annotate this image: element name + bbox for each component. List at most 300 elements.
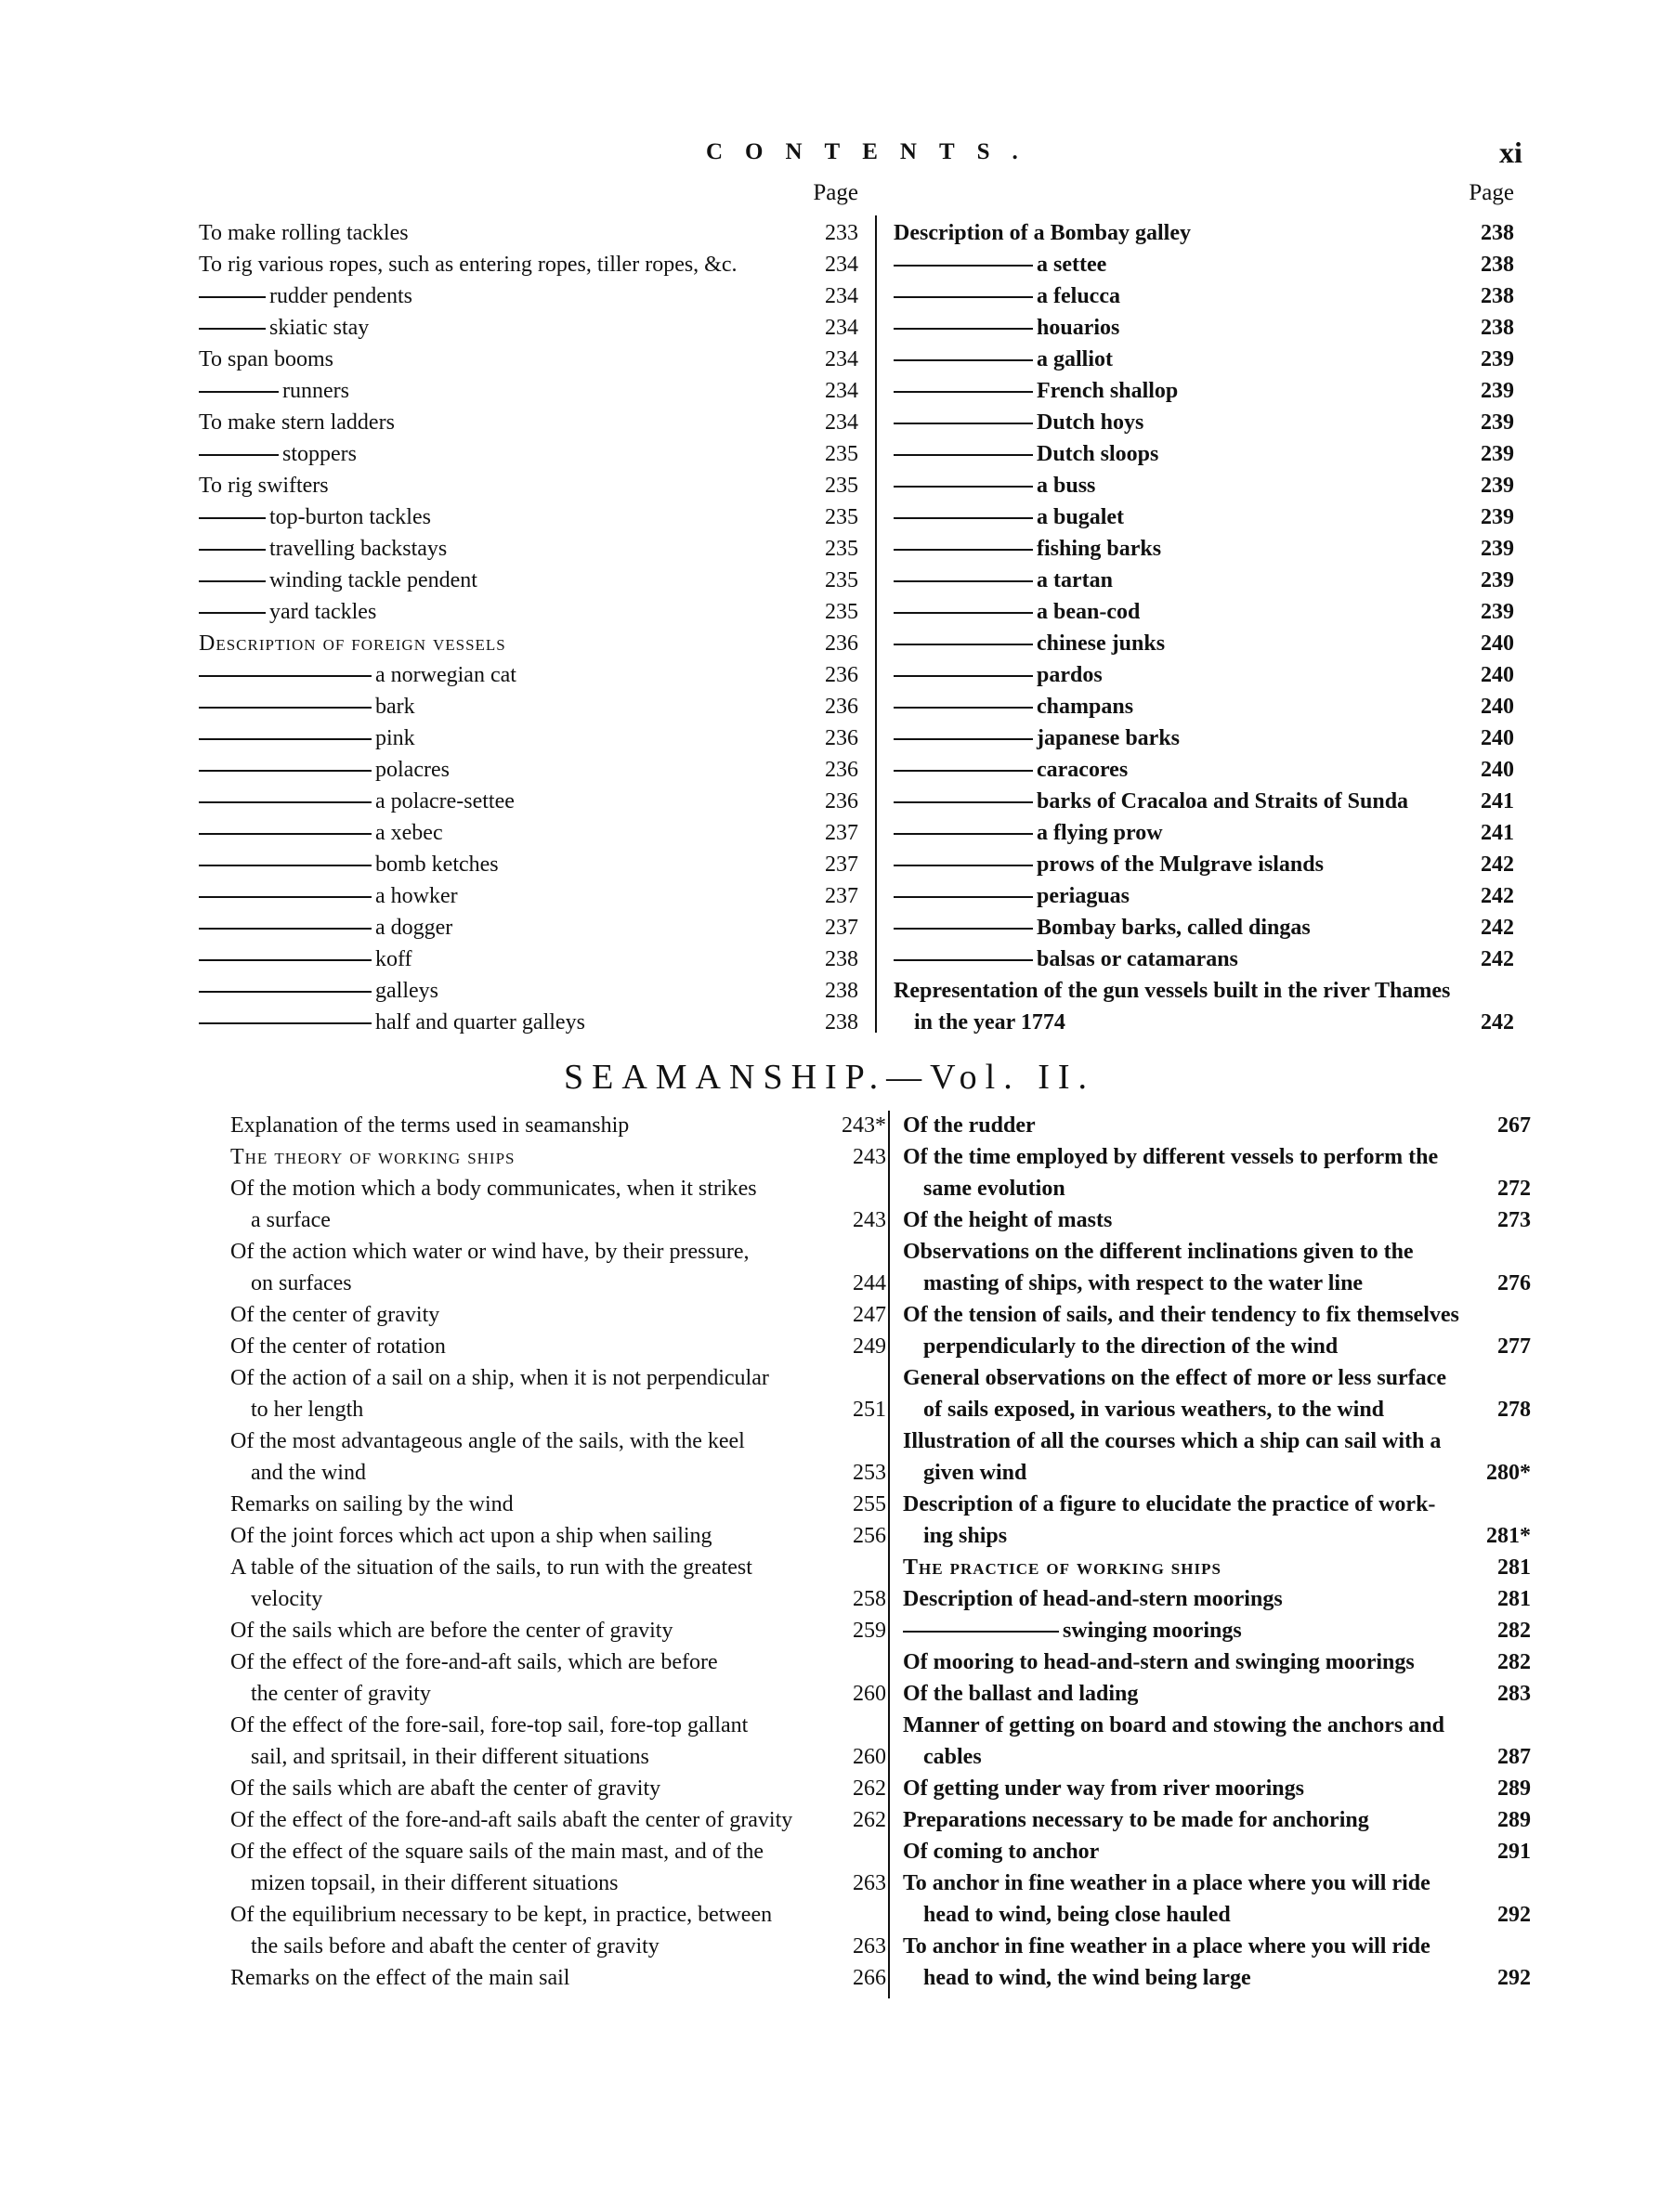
entry-title: balsas or catamarans [1037, 947, 1238, 971]
contents-entry [230, 1710, 897, 1741]
entry-page-number: 237 [825, 884, 858, 908]
entry-page-number: 238 [1481, 253, 1514, 277]
ditto-dash [894, 896, 1033, 898]
ditto-dash [894, 328, 1033, 330]
contents-entry [894, 470, 1525, 501]
entry-title: Observations on the different inclinations given to the [903, 1240, 1414, 1264]
entry-page-number: 287 [1497, 1745, 1531, 1769]
entry-page-number: 242 [1481, 1010, 1514, 1034]
entry-title: pardos [1037, 663, 1103, 687]
contents-entry [230, 1520, 897, 1552]
ditto-dash [199, 391, 279, 393]
entry-title: a norwegian cat [375, 663, 516, 687]
top-left-column [199, 178, 869, 1038]
entry-title: barks of Cracaloa and Straits of Sunda [1037, 789, 1409, 813]
entry-page-number: 235 [825, 442, 858, 466]
contents-entry [230, 1804, 897, 1836]
contents-entry [230, 1331, 897, 1362]
entry-title: Of the rudder [903, 1113, 1036, 1138]
ditto-dash [894, 959, 1033, 961]
entry-title: The practice of working ships [903, 1555, 1221, 1580]
contents-entry [199, 912, 869, 943]
entry-title: To anchor in fine weather in a place where you will ride [903, 1934, 1430, 1958]
entry-page-number: 281 [1497, 1555, 1531, 1580]
entry-page-number: 234 [825, 316, 858, 340]
contents-entry [903, 1583, 1542, 1615]
entry-page-number: 238 [1481, 221, 1514, 245]
ditto-dash [199, 959, 372, 961]
entry-title: a settee [1037, 253, 1107, 277]
contents-entry [894, 438, 1525, 470]
entry-title: a felucca [1037, 284, 1120, 308]
contents-entry [199, 691, 869, 722]
ditto-dash [199, 928, 372, 930]
entry-title: a buss [1037, 474, 1096, 498]
entry-title: Of the action which water or wind have, by their pressure, [230, 1240, 750, 1264]
ditto-dash [894, 391, 1033, 393]
contents-entry [903, 1646, 1542, 1678]
column-divider [875, 215, 877, 1033]
contents-entry [894, 817, 1525, 849]
entry-title: Of the motion which a body communicates, when it strikes [230, 1177, 757, 1201]
contents-entry [903, 1204, 1542, 1236]
entry-title: Description of foreign vessels [199, 631, 506, 656]
entry-title: Of the effect of the square sails of the main mast, and of the [230, 1840, 764, 1864]
contents-entry [894, 849, 1525, 880]
contents-entry [199, 849, 869, 880]
entry-page-number: 239 [1481, 379, 1514, 403]
entry-title: a surface [251, 1208, 331, 1232]
entry-title: the sails before and abaft the center of gravity [251, 1934, 660, 1958]
entry-title: French shallop [1037, 379, 1179, 403]
entry-title: Of mooring to head-and-stern and swinging moorings [903, 1650, 1415, 1674]
entry-page-number: 258 [853, 1587, 886, 1611]
contents-entry [230, 1425, 897, 1457]
contents-entry [903, 1931, 1542, 1962]
entry-page-number: 234 [825, 379, 858, 403]
entry-page-number: 263 [853, 1934, 886, 1958]
entry-page-number: 255 [853, 1492, 886, 1516]
ditto-dash [199, 675, 372, 677]
entry-page-number: 238 [825, 947, 858, 971]
bottom-right-column [903, 1110, 1542, 1994]
contents-entry [199, 817, 869, 849]
entry-title: of sails exposed, in various weathers, to the wind [923, 1398, 1385, 1422]
contents-entry [230, 1962, 897, 1994]
contents-list [230, 1110, 897, 1994]
ditto-dash [894, 612, 1033, 614]
contents-list [199, 217, 869, 1038]
entry-page-number: 238 [1481, 316, 1514, 340]
contents-entry [903, 1299, 1542, 1331]
entry-page-number: 239 [1481, 505, 1514, 529]
ditto-dash [894, 865, 1033, 866]
contents-entry [230, 1204, 897, 1236]
contents-entry [903, 1520, 1542, 1552]
entry-page-number: 242 [1481, 947, 1514, 971]
ditto-dash [199, 865, 372, 866]
entry-page-number: 289 [1497, 1808, 1531, 1832]
contents-entry [199, 722, 869, 754]
entry-title: on surfaces [251, 1271, 352, 1295]
entry-page-number: 281* [1486, 1524, 1531, 1548]
entry-title: Of the effect of the fore-sail, fore-top sail, fore-top gallant [230, 1713, 749, 1737]
entry-title: velocity [251, 1587, 323, 1611]
entry-title: a galliot [1037, 347, 1113, 371]
contents-entry [199, 312, 869, 344]
page-label: Page [1469, 180, 1514, 205]
entry-page-number: 240 [1481, 631, 1514, 656]
contents-entry [894, 501, 1525, 533]
folio-number: xi [1499, 136, 1522, 169]
ditto-dash [894, 423, 1033, 424]
contents-entry [230, 1615, 897, 1646]
ditto-dash [894, 454, 1033, 456]
entry-title: Of the most advantageous angle of the sails, with the keel [230, 1429, 745, 1453]
entry-title: Of the sails which are before the center of gravity [230, 1619, 673, 1643]
entry-page-number: 235 [825, 474, 858, 498]
entry-title: Manner of getting on board and stowing the anchors and [903, 1713, 1444, 1737]
contents-entry [199, 880, 869, 912]
contents-entry [199, 217, 869, 249]
entry-title: to her length [251, 1398, 364, 1422]
entry-page-number: 262 [853, 1776, 886, 1801]
contents-entry [903, 1804, 1542, 1836]
entry-title: Of the effect of the fore-and-aft sails, which are before [230, 1650, 718, 1674]
ditto-dash [199, 580, 266, 582]
contents-entry [894, 628, 1525, 659]
entry-page-number: 242 [1481, 884, 1514, 908]
entry-title: Illustration of all the courses which a ship can sail with a [903, 1429, 1442, 1453]
contents-entry [199, 596, 869, 628]
entry-page-number: 243 [853, 1208, 886, 1232]
contents-entry [894, 912, 1525, 943]
entry-title: Of the time employed by different vessels to perform the [903, 1145, 1439, 1169]
entry-title: Of the sails which are abaft the center of gravity [230, 1776, 661, 1801]
entry-title: Of the height of masts [903, 1208, 1113, 1232]
entry-title: a polacre-settee [375, 789, 515, 813]
entry-page-number: 235 [825, 537, 858, 561]
entry-title: rudder pendents [269, 284, 412, 308]
contents-entry [903, 1268, 1542, 1299]
contents-entry [903, 1236, 1542, 1268]
column-divider [888, 1111, 890, 1998]
entry-title: a flying prow [1037, 821, 1163, 845]
entry-title: Remarks on the effect of the main sail [230, 1966, 570, 1990]
page-header [0, 136, 1659, 176]
running-title: CONTENTS. [706, 139, 1040, 164]
entry-page-number: 251 [853, 1398, 886, 1422]
entry-page-number: 238 [825, 979, 858, 1003]
ditto-dash [199, 991, 372, 993]
entry-page-number: 243* [842, 1113, 886, 1138]
contents-entry [894, 280, 1525, 312]
contents-entry [199, 628, 869, 659]
entry-page-number: 289 [1497, 1776, 1531, 1801]
ditto-dash [199, 328, 266, 330]
contents-list [894, 217, 1525, 1038]
entry-page-number: 277 [1497, 1334, 1531, 1359]
entry-page-number: 236 [825, 726, 858, 750]
entry-title: prows of the Mulgrave islands [1037, 852, 1324, 877]
entry-page-number: 282 [1497, 1650, 1531, 1674]
entry-title: koff [375, 947, 412, 971]
contents-entry [199, 249, 869, 280]
contents-entry [199, 786, 869, 817]
entry-title: To anchor in fine weather in a place where you will ride [903, 1871, 1430, 1895]
entry-page-number: 240 [1481, 695, 1514, 719]
entry-page-number: 276 [1497, 1271, 1531, 1295]
entry-page-number: 292 [1497, 1903, 1531, 1927]
entry-title: General observations on the effect of more or less surface [903, 1366, 1446, 1390]
entry-title: pink [375, 726, 415, 750]
entry-title: top-burton tackles [269, 505, 431, 529]
entry-page-number: 249 [853, 1334, 886, 1359]
entry-title: champans [1037, 695, 1134, 719]
entry-title: Explanation of the terms used in seamanship [230, 1113, 630, 1138]
entry-title: To make stern ladders [199, 410, 395, 435]
page-column-heading [894, 178, 1525, 217]
contents-entry [903, 1867, 1542, 1899]
entry-title: Bombay barks, called dingas [1037, 916, 1311, 940]
ditto-dash [199, 738, 372, 740]
entry-title: yard tackles [269, 600, 377, 624]
entry-title: Of the center of gravity [230, 1303, 440, 1327]
entry-title: mizen topsail, in their different situations [251, 1871, 619, 1895]
contents-entry [230, 1173, 897, 1204]
contents-entry [903, 1773, 1542, 1804]
entry-page-number: 273 [1497, 1208, 1531, 1232]
entry-page-number: 243 [853, 1145, 886, 1169]
entry-page-number: 240 [1481, 758, 1514, 782]
contents-entry [894, 596, 1525, 628]
ditto-dash [894, 486, 1033, 488]
entry-title: To span booms [199, 347, 333, 371]
entry-page-number: 241 [1481, 789, 1514, 813]
entry-title: fishing barks [1037, 537, 1162, 561]
entry-title: polacres [375, 758, 450, 782]
contents-entry [903, 1741, 1542, 1773]
entry-title: The theory of working ships [230, 1145, 516, 1169]
contents-entry [894, 375, 1525, 407]
entry-page-number: 244 [853, 1271, 886, 1295]
contents-entry [894, 943, 1525, 975]
contents-entry [894, 217, 1525, 249]
entry-page-number: 239 [1481, 568, 1514, 592]
contents-entry [230, 1741, 897, 1773]
ditto-dash [894, 738, 1033, 740]
contents-entry [230, 1646, 897, 1678]
entry-title: masting of ships, with respect to the water line [923, 1271, 1364, 1295]
contents-entry [903, 1615, 1542, 1646]
ditto-dash [199, 707, 372, 709]
entry-title: To rig swifters [199, 474, 329, 498]
contents-entry [894, 786, 1525, 817]
contents-entry [199, 407, 869, 438]
ditto-dash [199, 801, 372, 803]
entry-page-number: 237 [825, 821, 858, 845]
ditto-dash [894, 770, 1033, 772]
page-label: Page [813, 180, 858, 205]
contents-entry [903, 1362, 1542, 1394]
entry-page-number: 240 [1481, 726, 1514, 750]
ditto-dash [894, 296, 1033, 298]
entry-title: Dutch sloops [1037, 442, 1159, 466]
entry-title: a dogger [375, 916, 453, 940]
contents-entry [903, 1141, 1542, 1173]
entry-title: To rig various ropes, such as entering ropes, tiller ropes, &c. [199, 253, 738, 277]
ditto-dash [894, 265, 1033, 267]
entry-page-number: 239 [1481, 442, 1514, 466]
entry-title: Of the joint forces which act upon a ship when sailing [230, 1524, 712, 1548]
entry-title: swinging moorings [1063, 1619, 1242, 1643]
entry-page-number: 235 [825, 505, 858, 529]
top-right-column [894, 178, 1525, 1038]
entry-title: Description of head-and-stern moorings [903, 1587, 1283, 1611]
entry-page-number: 234 [825, 284, 858, 308]
entry-title: head to wind, the wind being large [923, 1966, 1251, 1990]
contents-entry [230, 1931, 897, 1962]
entry-page-number: 234 [825, 253, 858, 277]
entry-title: Description of a Bombay galley [894, 221, 1191, 245]
contents-entry [894, 722, 1525, 754]
contents-entry [894, 754, 1525, 786]
contents-entry [199, 1007, 869, 1038]
entry-title: in the year 1774 [914, 1010, 1065, 1034]
contents-entry [230, 1110, 897, 1141]
entry-title: skiatic stay [269, 316, 370, 340]
entry-page-number: 235 [825, 600, 858, 624]
ditto-dash [199, 612, 266, 614]
entry-title: winding tackle pendent [269, 568, 477, 592]
entry-title: Of the action of a sail on a ship, when it is not perpendicular [230, 1366, 769, 1390]
entry-page-number: 236 [825, 695, 858, 719]
contents-entry [894, 659, 1525, 691]
entry-page-number: 233 [825, 221, 858, 245]
entry-page-number: 267 [1497, 1113, 1531, 1138]
contents-entry [903, 1678, 1542, 1710]
entry-title: A table of the situation of the sails, to run with the greatest [230, 1555, 752, 1580]
ditto-dash [199, 454, 279, 456]
ditto-dash [199, 1022, 372, 1024]
contents-entry [199, 659, 869, 691]
entry-page-number: 236 [825, 758, 858, 782]
ditto-dash [903, 1631, 1059, 1633]
entry-title: Of the center of rotation [230, 1334, 446, 1359]
entry-title: a howker [375, 884, 458, 908]
entry-title: Of the ballast and lading [903, 1682, 1139, 1706]
contents-entry [903, 1836, 1542, 1867]
entry-page-number: 234 [825, 347, 858, 371]
entry-title: runners [282, 379, 349, 403]
contents-entry [230, 1394, 897, 1425]
entry-title: perpendicularly to the direction of the wind [923, 1334, 1339, 1359]
entry-page-number: 235 [825, 568, 858, 592]
entry-title: a bean-cod [1037, 600, 1141, 624]
entry-page-number: 282 [1497, 1619, 1531, 1643]
entry-page-number: 239 [1481, 347, 1514, 371]
contents-entry [199, 533, 869, 565]
entry-title: same evolution [923, 1177, 1065, 1201]
ditto-dash [894, 801, 1033, 803]
contents-entry [199, 344, 869, 375]
contents-entry [903, 1962, 1542, 1994]
entry-page-number: 283 [1497, 1682, 1531, 1706]
contents-entry [230, 1457, 897, 1489]
entry-page-number: 242 [1481, 916, 1514, 940]
entry-title: ing ships [923, 1524, 1008, 1548]
entry-page-number: 236 [825, 789, 858, 813]
entry-title: the center of gravity [251, 1682, 431, 1706]
entry-page-number: 291 [1497, 1840, 1531, 1864]
entry-title: half and quarter galleys [375, 1010, 585, 1034]
contents-entry [199, 438, 869, 470]
contents-entry [903, 1173, 1542, 1204]
contents-entry [903, 1552, 1542, 1583]
entry-page-number: 239 [1481, 537, 1514, 561]
contents-entry [903, 1457, 1542, 1489]
entry-title: sail, and spritsail, in their different situations [251, 1745, 649, 1769]
entry-page-number: 278 [1497, 1398, 1531, 1422]
contents-entry [230, 1678, 897, 1710]
entry-title: periaguas [1037, 884, 1130, 908]
entry-page-number: 266 [853, 1966, 886, 1990]
entry-page-number: 239 [1481, 600, 1514, 624]
entry-title: chinese junks [1037, 631, 1166, 656]
page-column-heading [199, 178, 869, 217]
contents-entry [230, 1583, 897, 1615]
entry-title: caracores [1037, 758, 1129, 782]
entry-title: head to wind, being close hauled [923, 1903, 1231, 1927]
contents-entry [230, 1552, 897, 1583]
entry-title: a xebec [375, 821, 443, 845]
entry-title: a bugalet [1037, 505, 1125, 529]
contents-entry [199, 975, 869, 1007]
entry-page-number: 262 [853, 1808, 886, 1832]
contents-entry [894, 249, 1525, 280]
contents-entry [894, 312, 1525, 344]
entry-title: and the wind [251, 1461, 366, 1485]
contents-entry [903, 1489, 1542, 1520]
contents-entry [199, 943, 869, 975]
bottom-left-column [230, 1110, 897, 1994]
entry-title: japanese barks [1037, 726, 1181, 750]
entry-page-number: 272 [1497, 1177, 1531, 1201]
contents-list [903, 1110, 1542, 1994]
entry-page-number: 247 [853, 1303, 886, 1327]
contents-entry [230, 1773, 897, 1804]
entry-title: galleys [375, 979, 438, 1003]
entry-title: Dutch hoys [1037, 410, 1144, 435]
ditto-dash [894, 359, 1033, 361]
entry-title: Remarks on sailing by the wind [230, 1492, 514, 1516]
ditto-dash [199, 833, 372, 835]
entry-page-number: 237 [825, 916, 858, 940]
entry-page-number: 236 [825, 631, 858, 656]
contents-entry [894, 407, 1525, 438]
contents-entry [230, 1867, 897, 1899]
entry-title: cables [923, 1745, 982, 1769]
entry-page-number: 239 [1481, 474, 1514, 498]
contents-entry [199, 501, 869, 533]
entry-page-number: 281 [1497, 1587, 1531, 1611]
contents-entry [894, 975, 1525, 1007]
ditto-dash [894, 549, 1033, 551]
contents-entry [199, 754, 869, 786]
ditto-dash [894, 675, 1033, 677]
entry-title: a tartan [1037, 568, 1113, 592]
contents-entry [230, 1362, 897, 1394]
